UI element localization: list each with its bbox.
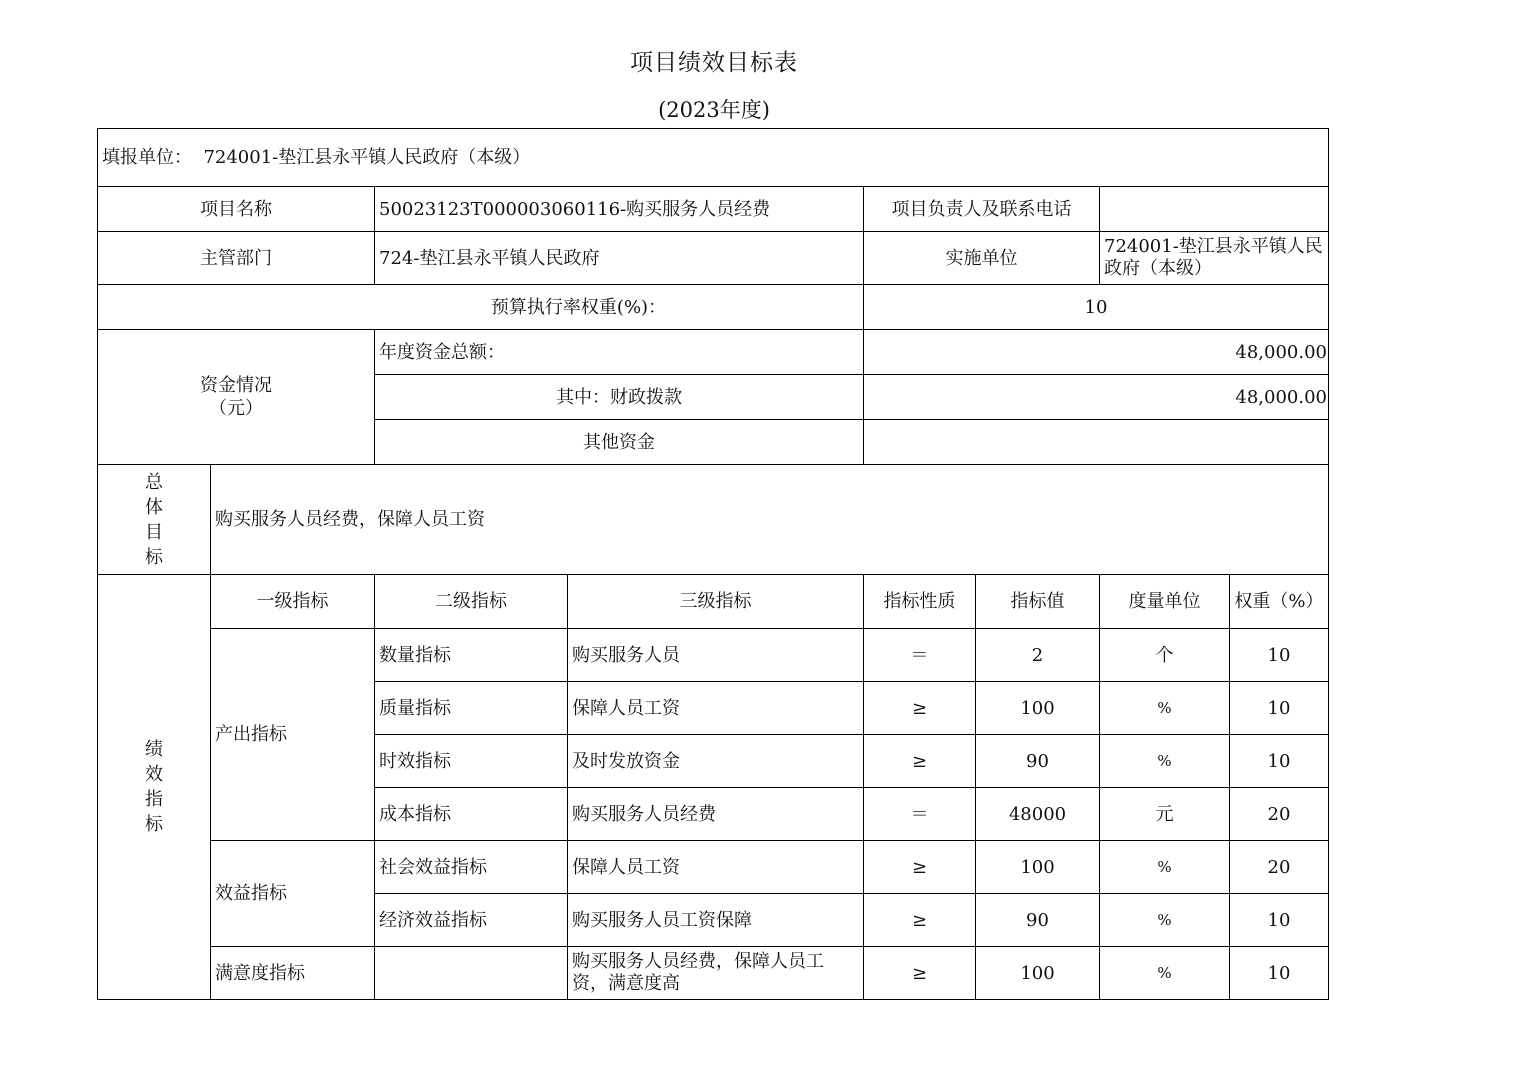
fiscal-label: 其中：财政拨款 xyxy=(375,375,864,420)
row-value: 100 xyxy=(976,682,1100,735)
row-value: 90 xyxy=(976,735,1100,788)
row-nature: ≥ xyxy=(864,682,976,735)
row-value: 90 xyxy=(976,894,1100,947)
row-weight: 10 xyxy=(1230,682,1329,735)
header-level2: 二级指标 xyxy=(375,575,568,629)
other-label: 其他资金 xyxy=(375,420,864,465)
impl-unit-label: 实施单位 xyxy=(864,232,1100,285)
row-nature: ≥ xyxy=(864,841,976,894)
dept-value: 724-垫江县永平镇人民政府 xyxy=(375,232,864,285)
row-value: 2 xyxy=(976,629,1100,682)
row-l2: 经济效益指标 xyxy=(375,894,568,947)
budget-rate-row xyxy=(98,285,1329,330)
row-weight: 10 xyxy=(1230,629,1329,682)
row-l3: 购买服务人员经费，保障人员工资，满意度高 xyxy=(568,947,864,1000)
group-output: 产出指标 xyxy=(211,629,375,841)
row-weight: 10 xyxy=(1230,947,1329,1000)
header-unit: 度量单位 xyxy=(1100,575,1230,629)
row-unit: % xyxy=(1100,735,1230,788)
row-l3: 保障人员工资 xyxy=(568,841,864,894)
row-unit: 个 xyxy=(1100,629,1230,682)
budget-rate-value: 10 xyxy=(864,285,1329,330)
indicator-header-row xyxy=(98,575,1329,629)
row-l2: 成本指标 xyxy=(375,788,568,841)
annual-total-label: 年度资金总额： xyxy=(375,330,864,375)
project-name-row xyxy=(98,187,1329,232)
row-unit: % xyxy=(1100,682,1230,735)
overall-goal-row xyxy=(98,465,1329,575)
performance-goal-table xyxy=(97,128,1329,1000)
row-unit: 元 xyxy=(1100,788,1230,841)
annual-total-value: 48,000.00 xyxy=(864,330,1329,375)
row-l3: 购买服务人员 xyxy=(568,629,864,682)
project-name-value: 50023123T000003060116-购买服务人员经费 xyxy=(375,187,864,232)
row-weight: 10 xyxy=(1230,735,1329,788)
row-value: 48000 xyxy=(976,788,1100,841)
funds-label: 资金情况 xyxy=(200,375,272,396)
row-nature: ≥ xyxy=(864,735,976,788)
row-l2: 社会效益指标 xyxy=(375,841,568,894)
row-nature: ≥ xyxy=(864,947,976,1000)
funds-unit: （元） xyxy=(209,398,263,419)
row-nature: ＝ xyxy=(864,629,976,682)
table-row xyxy=(98,947,1329,1000)
impl-unit-value: 724001-垫江县永平镇人民政府（本级） xyxy=(1100,232,1329,285)
page-subtitle-year: (2023年度) xyxy=(658,98,770,122)
row-l2: 质量指标 xyxy=(375,682,568,735)
funds-label-cell xyxy=(98,330,375,465)
header-nature: 指标性质 xyxy=(864,575,976,629)
table-row xyxy=(98,629,1329,682)
table-row xyxy=(98,841,1329,894)
fiscal-value: 48,000.00 xyxy=(864,375,1329,420)
row-unit: % xyxy=(1100,947,1230,1000)
project-name-label: 项目名称 xyxy=(98,187,375,232)
other-value xyxy=(864,420,1329,465)
filing-unit-cell xyxy=(98,129,1329,187)
perf-label: 绩效指标 xyxy=(98,575,211,1000)
row-l2: 时效指标 xyxy=(375,735,568,788)
row-value: 100 xyxy=(976,947,1100,1000)
project-lead-value xyxy=(1100,187,1329,232)
row-weight: 20 xyxy=(1230,841,1329,894)
row-l3: 及时发放资金 xyxy=(568,735,864,788)
header-level3: 三级指标 xyxy=(568,575,864,629)
group-satisfaction: 满意度指标 xyxy=(211,947,375,1000)
header-level1: 一级指标 xyxy=(211,575,375,629)
annual-total-row xyxy=(98,330,1329,375)
row-l2 xyxy=(375,947,568,1000)
filing-unit-row xyxy=(98,129,1329,187)
row-value: 100 xyxy=(976,841,1100,894)
group-benefit: 效益指标 xyxy=(211,841,375,947)
row-weight: 10 xyxy=(1230,894,1329,947)
department-row xyxy=(98,232,1329,285)
filing-unit-value: 724001-垫江县永平镇人民政府（本级） xyxy=(203,147,531,168)
row-l3: 购买服务人员经费 xyxy=(568,788,864,841)
dept-label: 主管部门 xyxy=(98,232,375,285)
row-nature: ≥ xyxy=(864,894,976,947)
row-l3: 保障人员工资 xyxy=(568,682,864,735)
row-nature: ＝ xyxy=(864,788,976,841)
row-l2: 数量指标 xyxy=(375,629,568,682)
row-unit: % xyxy=(1100,894,1230,947)
header-weight: 权重（%） xyxy=(1230,575,1329,629)
budget-rate-label: 预算执行率权重(%)： xyxy=(98,285,864,330)
row-weight: 20 xyxy=(1230,788,1329,841)
row-unit: % xyxy=(1100,841,1230,894)
project-lead-label: 项目负责人及联系电话 xyxy=(864,187,1100,232)
overall-goal-label: 总体目标 xyxy=(98,465,211,575)
page-title: 项目绩效目标表 xyxy=(630,50,798,76)
filing-unit-label: 填报单位： xyxy=(102,147,192,168)
header-value: 指标值 xyxy=(976,575,1100,629)
row-l3: 购买服务人员工资保障 xyxy=(568,894,864,947)
overall-goal-value: 购买服务人员经费，保障人员工资 xyxy=(211,465,1329,575)
